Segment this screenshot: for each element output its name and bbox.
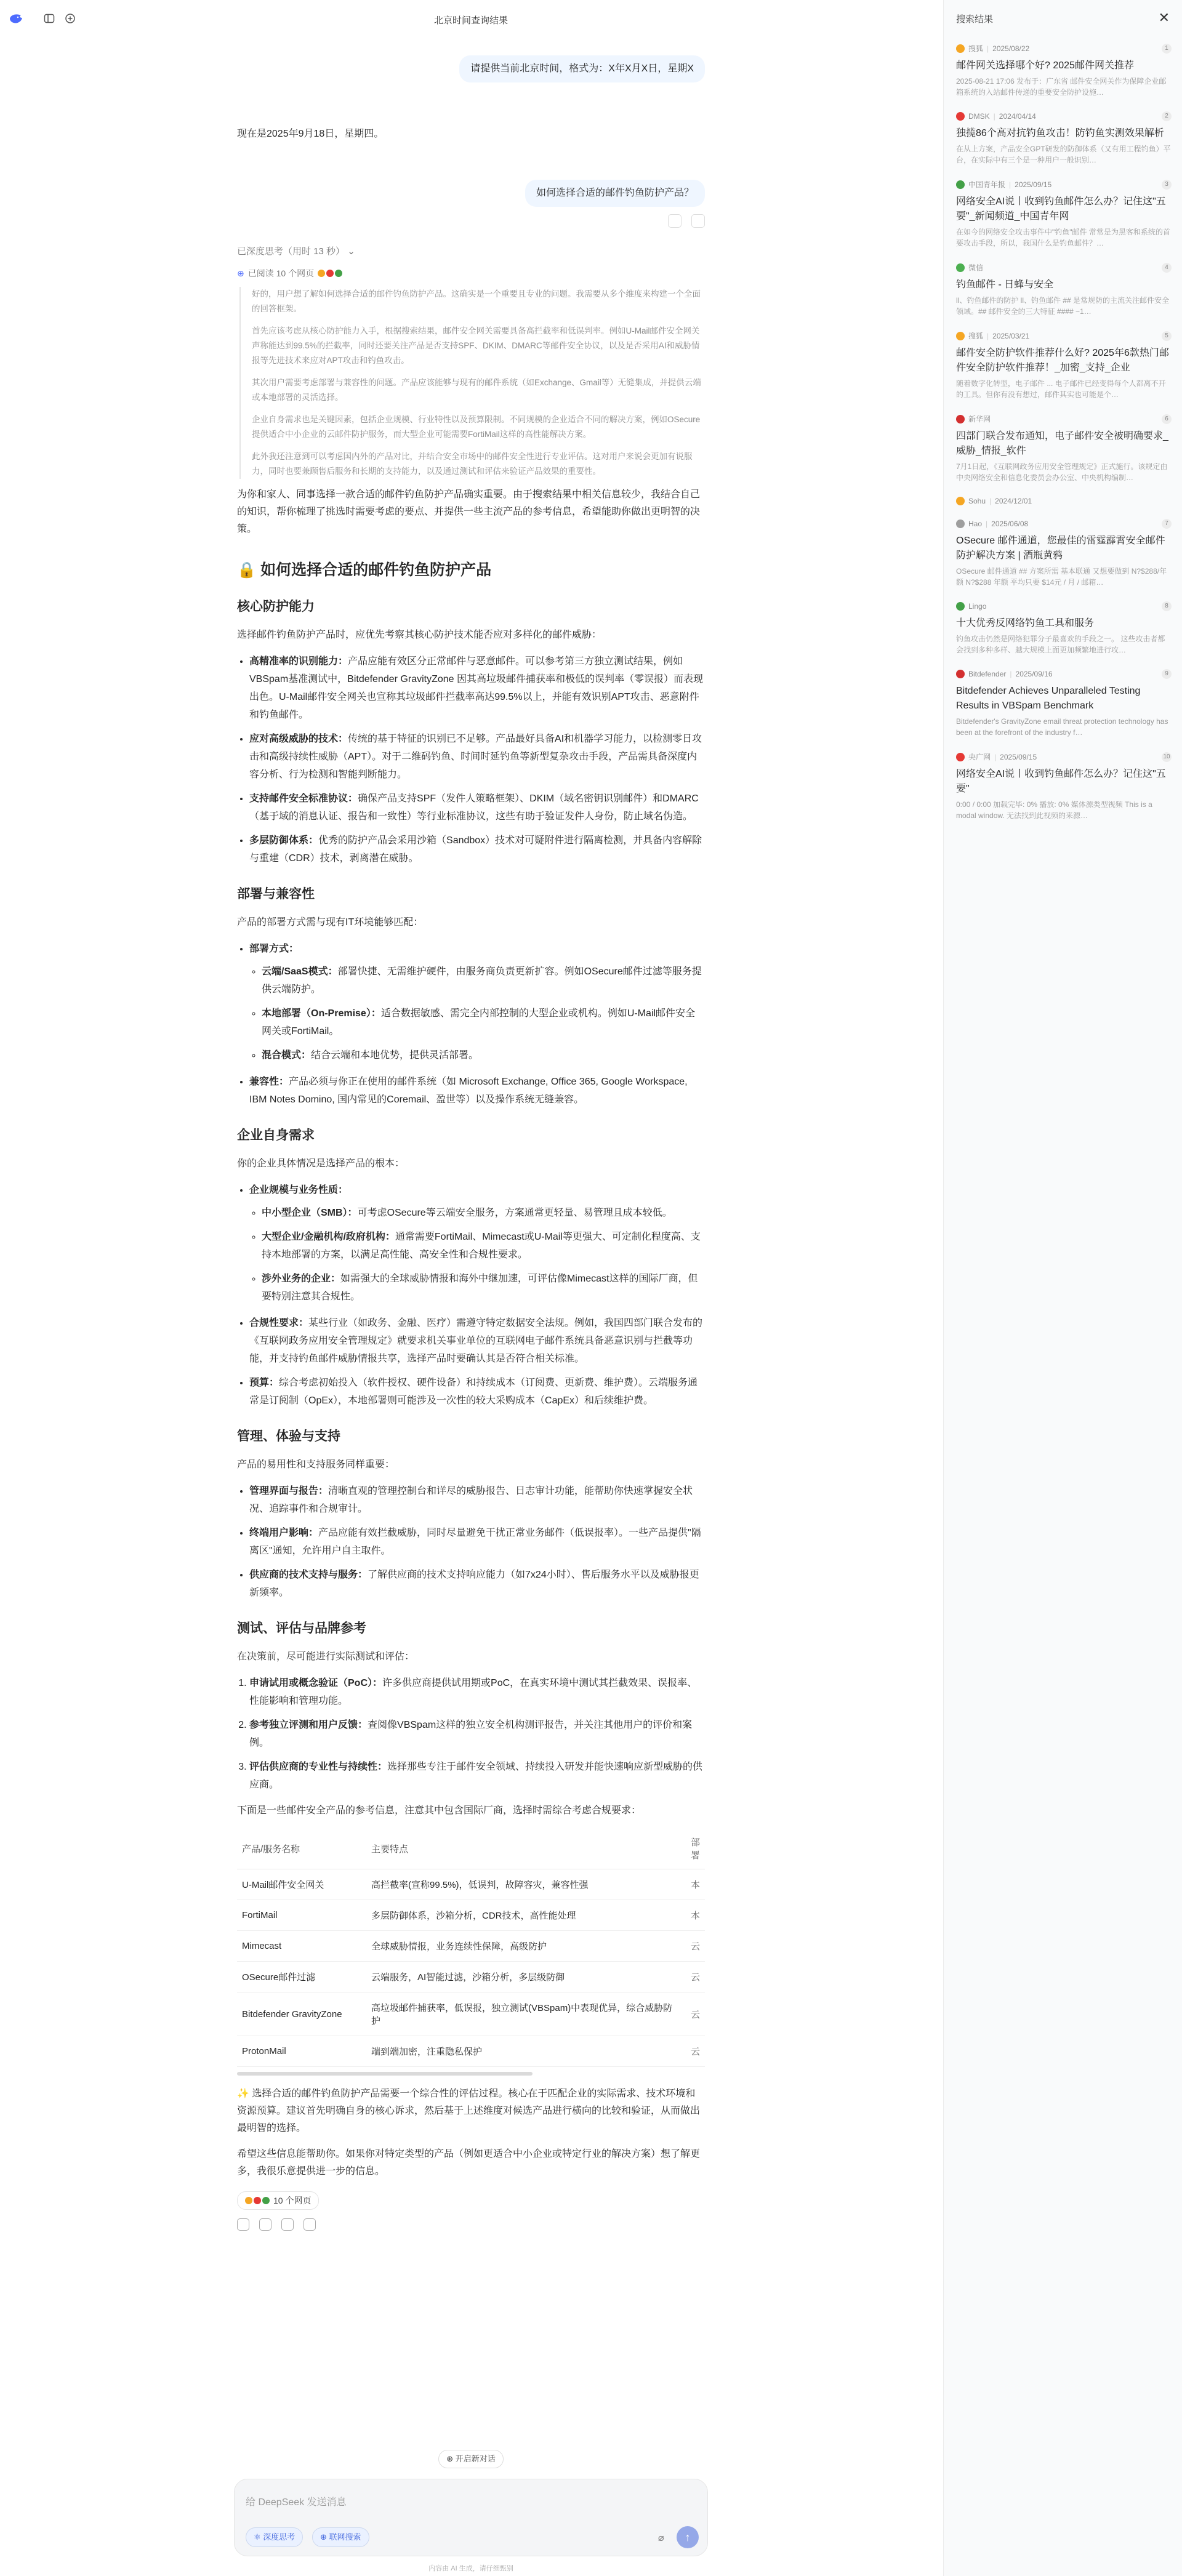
search-results-panel [943, 0, 1182, 2576]
result-date: 2025/09/15 [1000, 752, 1037, 761]
search-note-label: 已阅读 10 个网页 [247, 268, 315, 278]
result-source: DMSK [968, 112, 990, 121]
item-label: 部署方式： [249, 944, 299, 954]
result-index: 10 [1162, 752, 1172, 762]
table-cell: 云 [686, 1962, 705, 1992]
item-text: 清晰直观的管理控制台和详尽的威胁报告、日志审计功能，能帮助你快速掌握安全状况、追踪事件和合规审计。 [249, 1486, 693, 1514]
item-label: 多层防御体系： [249, 835, 319, 846]
list-item [249, 1566, 705, 1602]
item-label: 管理界面与报告： [249, 1486, 329, 1496]
source-favicon [956, 497, 965, 505]
result-title[interactable]: Bitdefender Achieves Unparalleled Testing Results in VBSpam Benchmark [956, 686, 1141, 711]
result-index: 8 [1162, 601, 1172, 611]
section-intro: 选择邮件钓鱼防护产品时，应优先考察其核心防护技术能否应对多样化的邮件威胁： [237, 630, 602, 640]
source-favicons [245, 2197, 270, 2204]
source-favicon [956, 415, 965, 423]
thinking-paragraph: 此外我还注意到可以考虑国内外的产品对比，并结合安全市场中的邮件安全性进行专业评估。这对用户来说会更加有说服力，同时也要兼顾售后服务和长期的支持能力，以及通过测试和评估来验证产品效果的重要性。 [252, 452, 693, 476]
table-cell: 全球威胁情报，业务连续性保障，高级防护 [366, 1931, 686, 1962]
result-date: 2024/12/01 [995, 497, 1032, 505]
result-snippet: OSecure 邮件通道 ## 方案所需 基本联通 又想要做到 N?$288/年额 N?$288 年额 平均只要 $14元 / 月 / 邮箱… [956, 567, 1167, 587]
item-label: 合规性要求： [249, 1318, 309, 1328]
item-text: 产品应能有效区分正常邮件与恶意邮件。可以参考第三方独立测试结果，例如VBSpam基准测试中，Bitdefender GravityZone 因其高垃圾邮件捕获率和极低的误判率（零误报）而表现出色。U-Mail邮件安全网关也宣称其垃圾邮件拦截率高达99.5%以上，并能有效识别APT攻击、恶意附件和钓鱼邮件。 [249, 656, 704, 720]
result-date: 2025/06/08 [991, 520, 1029, 528]
table-cell: 高垃圾邮件捕获率，低误报，独立测试(VBSpam)中表现优异，综合威胁防护 [366, 1992, 686, 2036]
source-favicon [956, 602, 965, 611]
table-row [237, 1869, 705, 1900]
assistant-answer [237, 486, 705, 2231]
table-header: 产品/服务名称 [237, 1828, 366, 1869]
list-item [262, 1046, 705, 1064]
source-favicon [245, 2197, 252, 2204]
item-text: 部署快捷、无需维护硬件，由服务商负责更新扩容。例如OSecure邮件过滤等服务提供云端防护。 [262, 966, 702, 995]
item-label: 预算： [249, 1378, 279, 1388]
list-item [249, 730, 705, 784]
product-table[interactable] [237, 1828, 705, 2067]
item-text: 结合云端和本地优势，提供灵活部署。 [311, 1050, 479, 1061]
result-index: 7 [1162, 519, 1172, 529]
meta-separator: | [989, 497, 992, 505]
list-item [262, 963, 705, 998]
list-item [249, 1716, 705, 1752]
source-favicon [254, 2197, 261, 2204]
result-title[interactable]: 邮件安全防护软件推荐什么好? 2025年6款热门邮件安全防护软件推荐！_加密_支持_企业 [956, 348, 1169, 373]
table-header: 部署 [686, 1828, 705, 1869]
result-date: 2025/03/21 [992, 331, 1030, 340]
item-label: 评估供应商的专业性与持续性： [249, 1762, 388, 1772]
result-index: 6 [1162, 414, 1172, 424]
deep-think-label: 深度思考 [263, 2532, 296, 2542]
source-favicon [956, 112, 965, 121]
sub-list [249, 1204, 705, 1306]
table-row [237, 1900, 705, 1931]
search-result[interactable] [956, 497, 1172, 505]
table-cell: 本 [686, 1869, 705, 1900]
item-label: 混合模式： [262, 1050, 312, 1061]
table-row [237, 2036, 705, 2067]
item-label: 申请试用或概念验证（PoC）： [249, 1678, 383, 1688]
search-results-list [956, 43, 1172, 835]
result-meta [956, 519, 1172, 529]
meta-separator: | [994, 752, 997, 761]
thinking-paragraph: 企业自身需求也是关键因素，包括企业规模、行业特性以及预算限制。不同规模的企业适合不同的解决方案，例如OSecure提供适合中小企业的云邮件防护服务，而大型企业可能需要FortiMail这样的高性能解决方案。 [252, 415, 701, 439]
globe-icon: ⊕ [237, 268, 244, 278]
item-label: 兼容性： [249, 1077, 289, 1087]
list-item [262, 1005, 705, 1040]
source-favicon [326, 270, 334, 277]
list-item [249, 1314, 705, 1368]
result-meta [956, 179, 1172, 190]
sparkle-icon: ✨ [237, 2088, 252, 2099]
section-intro: 你的企业具体情况是选择产品的根本： [237, 1158, 405, 1169]
search-result[interactable] [956, 262, 1172, 317]
result-meta [956, 601, 1172, 611]
table-cell: Mimecast [237, 1931, 366, 1962]
list-item [249, 790, 705, 825]
list-item [249, 1181, 705, 1306]
result-title[interactable]: 邮件网关选择哪个好? 2025邮件网关推荐 [956, 60, 1134, 71]
meta-separator: | [987, 44, 989, 53]
search-note[interactable] [237, 267, 705, 279]
thinking-toggle[interactable] [237, 244, 705, 257]
sub-list [249, 963, 705, 1064]
chevron-down-icon: ⌄ [347, 246, 355, 257]
list-item [249, 1482, 705, 1518]
result-index: 2 [1162, 111, 1172, 121]
result-date: 2025/08/22 [992, 44, 1030, 53]
item-text: 可考虑OSecure等云端安全服务，方案通常更轻量、易管理且成本较低。 [357, 1208, 672, 1218]
meta-separator: | [1009, 180, 1011, 189]
item-text: 优秀的防护产品会采用沙箱（Sandbox）技术对可疑附件进行隔离检测，并具备内容解除与重建（CDR）技术，剥离潜在威胁。 [249, 835, 702, 864]
item-text: 某些行业（如政务、金融、医疗）需遵守特定数据安全法规。例如，我国四部门联合发布的《互联网政务应用安全管理规定》就要求机关事业单位的互联网电子邮件系统具备恶意识别与拦截等功能，并支持钓鱼邮件威胁情报共享，选择产品时要确认其是否符合相关标准。 [249, 1318, 703, 1364]
source-favicon [956, 44, 965, 53]
ai-disclaimer: 内容由 AI 生成，请仔细甄别 [428, 2565, 513, 2572]
result-index: 1 [1162, 44, 1172, 54]
top-bar [0, 0, 942, 39]
search-result[interactable] [956, 519, 1172, 588]
table-cell: 云 [686, 1931, 705, 1962]
answer-actions [237, 2218, 705, 2231]
source-favicons [318, 270, 342, 277]
result-index: 3 [1162, 180, 1172, 190]
meta-separator: | [987, 331, 989, 340]
search-result[interactable] [956, 179, 1172, 249]
user-message-actions [237, 214, 705, 231]
search-result[interactable] [956, 111, 1172, 166]
item-label: 供应商的技术支持与服务： [249, 1570, 368, 1580]
table-cell: FortiMail [237, 1900, 366, 1931]
item-label: 涉外业务的企业： [262, 1274, 341, 1284]
table-cell: OSecure邮件过滤 [237, 1962, 366, 1992]
user-bubble: 请提供当前北京时间，格式为：X年X月X日，星期X [459, 55, 705, 82]
section-intro: 产品的部署方式需与现有IT环境能够匹配： [237, 917, 424, 928]
table-cell: 端到端加密，注重隐私保护 [366, 2036, 686, 2067]
result-date: 2024/04/14 [999, 112, 1036, 121]
new-chat-button[interactable] [438, 2450, 504, 2468]
result-source: 央广网 [968, 753, 991, 761]
list-item [262, 1228, 705, 1264]
bullet-list [237, 1181, 705, 1410]
item-text: 传统的基于特征的识别已不足够。产品最好具备AI和机器学习能力，以检测零日攻击和高级持续性威胁（APT）。对于二维码钓鱼、时间时延钓鱼等新型复杂攻击手段，产品需具备深度内容分析、行为检测和智能判断能力。 [249, 734, 702, 780]
item-text: 许多供应商提供试用期或PoC，在真实环境中测试其拦截效果、误报率、性能影响和管理功能。 [249, 1678, 698, 1706]
search-result[interactable] [956, 601, 1172, 656]
send-button[interactable]: ↑ [677, 2526, 699, 2548]
thinking-paragraph: 好的，用户想了解如何选择合适的邮件钓鱼防护产品。这确实是一个重要且专业的问题。我需要从多个维度来构建一个全面的回答框架。 [252, 289, 701, 313]
thinking-paragraph: 其次用户需要考虑部署与兼容性的问题。产品应该能够与现有的邮件系统（如Exchange、Gmail等）无缝集成，并提供云端或本地部署的灵活选择。 [252, 378, 701, 402]
table-cell: 云 [686, 1992, 705, 2036]
item-label: 支持邮件安全标准协议： [249, 793, 358, 804]
table-row [237, 1992, 705, 2036]
result-date: 2025/09/16 [1015, 670, 1053, 678]
result-source: Bitdefender [968, 670, 1007, 678]
message-composer [234, 2479, 708, 2556]
result-meta [956, 111, 1172, 121]
result-meta [956, 752, 1172, 762]
result-source: 搜狐 [968, 332, 984, 340]
source-favicon [318, 270, 325, 277]
references-pill-label: 10 个网页 [273, 2196, 312, 2205]
copy-icon[interactable] [237, 2218, 249, 2231]
copy-icon[interactable] [668, 214, 681, 228]
assistant-reply: 现在是2025年9月18日，星期四。 [237, 129, 384, 139]
result-meta [956, 43, 1172, 54]
result-index: 9 [1162, 669, 1172, 679]
table-cell: 云端服务，AI智能过滤，沙箱分析，多层级防御 [366, 1962, 686, 1992]
item-label: 云端/SaaS模式： [262, 966, 338, 977]
item-text: 通常需要FortiMail、Mimecast或U-Mail等更强大、可定制化程度高、支持本地部署的方案，以满足高性能、高安全性和合规性要求。 [262, 1232, 701, 1260]
user-message [237, 55, 705, 82]
attachment-icon[interactable]: ⌀ [658, 2533, 664, 2543]
user-bubble: 如何选择合适的邮件钓鱼防护产品？ [525, 180, 705, 207]
source-favicon [956, 520, 965, 528]
result-title[interactable]: 网络安全AI说丨收到钓鱼邮件怎么办？记住这"五要" [956, 769, 1166, 794]
list-item [249, 940, 705, 1064]
globe-icon: ⊕ [320, 2532, 329, 2542]
table-cell: ProtonMail [237, 2036, 366, 2067]
table-cell: U-Mail邮件安全网关 [237, 1869, 366, 1900]
user-message [237, 180, 705, 207]
thumbs-up-icon[interactable] [281, 2218, 294, 2231]
item-text: 产品应能有效拦截威胁，同时尽量避免干扰正常业务邮件（低误报率）。一些产品提供"隔离区"通知，允许用户自主取件。 [249, 1528, 701, 1556]
table-cell: 多层防御体系，沙箱分析，CDR技术，高性能处理 [366, 1900, 686, 1931]
summary-text: 选择合适的邮件钓鱼防护产品需要一个综合性的评估过程。核心在于匹配企业的实际需求、技术环境和资源预算。建议首先明确自身的核心诉求，然后基于上述维度对候选产品进行横向的比较和验证，从而做出最明智的选择。 [237, 2088, 701, 2133]
list-item [249, 1073, 705, 1109]
result-snippet: ll、钓鱼邮件的防护 ll、钓鱼邮件 ## 是常规防的主流关注邮件安全领域。## 邮件安全的三大特征 #### ~1… [956, 296, 1170, 316]
lock-icon: 🔒 [237, 561, 257, 579]
result-snippet: 7月1日起，《互联网政务应用安全管理规定》正式施行。该规定由中央网络安全和信息化委员会办公室、中央机构编制… [956, 462, 1168, 482]
message-input[interactable]: 给 DeepSeek 发送消息 [246, 2497, 347, 2508]
result-snippet: 随着数字化转型，电子邮件 ... 电子邮件已经变得每个人都离不开的工具。但你有没有想过，邮件其实也可能是个… [956, 379, 1166, 399]
item-text: 选择那些专注于邮件安全领域、持续投入研发并能快速响应新型威胁的供应商。 [249, 1762, 703, 1790]
edit-icon[interactable] [691, 214, 705, 228]
table-header-row [237, 1828, 705, 1869]
result-meta [956, 497, 1172, 505]
deep-think-toggle[interactable] [246, 2527, 303, 2547]
result-meta [956, 262, 1172, 273]
section-title: 测试、评估与品牌参考 [237, 1621, 366, 1635]
table-header: 主要特点 [366, 1828, 686, 1869]
result-source: Lingo [968, 602, 987, 611]
source-favicon [956, 180, 965, 189]
table-intro: 下面是一些邮件安全产品的参考信息，注意其中包含国际厂商，选择时需综合考虑合规要求： [237, 1805, 641, 1816]
table-scrollbar[interactable] [237, 2072, 533, 2076]
list-item [262, 1270, 705, 1306]
section-intro: 产品的易用性和支持服务同样重要： [237, 1459, 395, 1470]
bullet-list [237, 940, 705, 1109]
search-result[interactable] [956, 331, 1172, 400]
numbered-list [237, 1674, 705, 1794]
thinking-paragraph: 首先应该考虑从核心防护能力入手，根据搜索结果，邮件安全网关需要具备高拦截率和低误判率。例如U-Mail邮件安全网关声称能达到99.5%的拦截率，同时还要关注产品是否支持SPF、DKIM、DMARC等邮件安全协议，以及是否采用AI和威胁情报等先进技术来应对APT攻击和钓鱼攻击。 [252, 326, 700, 365]
panel-title: 搜索结果 [956, 14, 994, 25]
thumbs-down-icon[interactable] [304, 2218, 316, 2231]
source-favicon [262, 2197, 270, 2204]
result-title[interactable]: 钓鱼邮件 - 日蜂与安全 [956, 279, 1054, 290]
chat-title[interactable]: 北京时间查询结果 [433, 15, 508, 26]
result-snippet: 在如今的网络安全攻击事件中"钓鱼"邮件 常常是为黑客和系统的首要攻击手段，所以，我国什么是钓鱼邮件？… [956, 228, 1170, 247]
answer-heading-text: 如何选择合适的邮件钓鱼防护产品 [260, 561, 492, 579]
item-label: 高精准率的识别能力： [249, 656, 348, 667]
web-search-label: 联网搜索 [329, 2532, 361, 2542]
atom-icon: ⚛ [254, 2532, 263, 2542]
regenerate-icon[interactable] [259, 2218, 271, 2231]
result-snippet: 2025-08-21 17:06 发布于：广东省 邮件安全网关作为保障企业邮箱系统的入站邮件传递的重要安全防护设施… [956, 77, 1167, 97]
answer-summary [237, 2085, 705, 2137]
result-title[interactable]: 网络安全AI说丨收到钓鱼邮件怎么办？记住这"五要"_新闻频道_中国青年网 [956, 196, 1166, 222]
result-title[interactable]: 独揽86个高对抗钓鱼攻击！防钓鱼实测效果解析 [956, 128, 1164, 138]
section-intro: 在决策前，尽可能进行实际测试和评估： [237, 1651, 415, 1662]
result-index: 4 [1162, 263, 1172, 273]
web-search-toggle[interactable] [312, 2527, 369, 2547]
thinking-body [239, 287, 705, 479]
result-snippet: 钓鱼攻击仍然是网络犯罪分子最喜欢的手段之一。 这些攻击者都会找到多种多样、越大规模上面更加频繁地进行攻… [956, 635, 1165, 654]
item-text: 适合数据敏感、需完全内部控制的大型企业或机构。例如U-Mail邮件安全网关或FortiMail。 [262, 1008, 696, 1037]
item-text: 如需强大的全球威胁情报和海外中继加速，可评估像Mimecast这样的国际厂商，但要特别注意其合规性。 [262, 1274, 698, 1302]
item-text: 了解供应商的技术支持响应能力（如7x24小时）、售后服务水平以及威胁报更新频率。 [249, 1570, 699, 1598]
bullet-list [237, 1482, 705, 1602]
section-title: 管理、体验与支持 [237, 1429, 340, 1443]
answer-heading [237, 560, 705, 580]
thinking-toggle-label: 已深度思考（用时 13 秒） [237, 246, 345, 257]
table-cell: 本 [686, 1900, 705, 1931]
source-favicon [956, 263, 965, 272]
source-favicon [956, 332, 965, 340]
source-favicon [956, 670, 965, 678]
table-cell: 云 [686, 2036, 705, 2067]
search-result[interactable] [956, 43, 1172, 98]
source-favicon [956, 753, 965, 761]
section-title: 部署与兼容性 [237, 887, 315, 901]
list-item [249, 652, 705, 724]
new-chat-label: 开启新对话 [455, 2454, 496, 2463]
result-date: 2025/09/15 [1015, 180, 1052, 189]
item-label: 应对高级威胁的技术： [249, 734, 348, 744]
result-snippet: 在从上方案，产品安全GPT研发的防御体系（又有用工程钓鱼）平台，在实际中有三个是一种用户一般识别… [956, 145, 1171, 164]
result-title[interactable]: OSecure 邮件通道，您最佳的雷霆霹霄安全邮件防护解决方案 | 酒瓶黄鸦 [956, 536, 1165, 561]
chat-column [237, 55, 705, 2231]
meta-separator: | [986, 520, 988, 528]
list-item [249, 1374, 705, 1410]
list-item [249, 832, 705, 867]
result-source: Sohu [968, 497, 986, 505]
item-text: 产品必须与你正在使用的邮件系统（如 Microsoft Exchange, Office 365, Google Workspace, IBM Notes Domino, 国内常见的Coremail、盈世等）以及操作系统无缝兼容。 [249, 1077, 688, 1105]
result-source: 微信 [968, 263, 984, 272]
item-label: 参考独立评测和用户反馈： [249, 1720, 368, 1730]
search-result[interactable] [956, 752, 1172, 821]
item-label: 企业规模与业务性质： [249, 1185, 348, 1195]
search-result[interactable] [956, 414, 1172, 483]
item-label: 大型企业/金融机构/政府机构： [262, 1232, 395, 1242]
result-snippet: 0:00 / 0:00 加载完毕: 0% 播放: 0% 媒体源类型视频 This is a modal window. 无法找到此视频的来源… [956, 800, 1152, 820]
result-source: Hao [968, 520, 983, 528]
list-item [249, 1674, 705, 1710]
search-result[interactable] [956, 669, 1172, 738]
answer-intro: 为你和家人、同事选择一款合适的邮件钓鱼防护产品确实重要。由于搜索结果中相关信息较少，我结合自己的知识，帮你梳理了挑选时需要考虑的要点、并提供一些主流产品的参考信息，希望能助你做出更明智的决策。 [237, 489, 701, 534]
section-title: 企业自身需求 [237, 1128, 315, 1142]
table-row [237, 1931, 705, 1962]
item-label: 中小型企业（SMB）： [262, 1208, 358, 1218]
result-title[interactable]: 十大优秀反网络钓鱼工具和服务 [956, 618, 1095, 628]
table-cell: 高拦截率(宣称99.5%)，低误判，故障容灾，兼容性强 [366, 1869, 686, 1900]
result-meta [956, 331, 1172, 341]
result-source: 中国青年报 [968, 180, 1006, 189]
table-cell: Bitdefender GravityZone [237, 1992, 366, 2036]
result-meta [956, 669, 1172, 679]
result-index: 5 [1162, 331, 1172, 341]
close-icon[interactable]: ✕ [1158, 10, 1170, 25]
item-text: 查阅像VBSpam这样的独立安全机构测评报告，并关注其他用户的评价和案例。 [249, 1720, 693, 1748]
result-source: 搜狐 [968, 44, 984, 53]
new-chat-icon: ⊕ [446, 2454, 456, 2463]
item-label: 本地部署（On-Premise）： [262, 1008, 381, 1019]
section-title: 核心防护能力 [237, 600, 315, 614]
item-label: 终端用户影响： [249, 1528, 319, 1538]
table-row [237, 1962, 705, 1992]
answer-closing: 希望这些信息能帮助你。如果你对特定类型的产品（例如更适合中小企业或特定行业的解决方案）想了解更多，我很乐意提供进一步的信息。 [237, 2149, 701, 2177]
bullet-list [237, 652, 705, 867]
result-meta [956, 414, 1172, 424]
list-item [249, 1758, 705, 1794]
list-item [249, 1524, 705, 1560]
meta-separator: | [993, 112, 995, 121]
meta-separator: | [1010, 670, 1012, 678]
result-snippet: Bitdefender's GravityZone email threat protection technology has been at the forefront of the industry f… [956, 717, 1168, 737]
list-item [262, 1204, 705, 1222]
result-source: 新华网 [968, 415, 991, 423]
source-favicon [335, 270, 342, 277]
item-text: 综合考虑初始投入（软件授权、硬件设备）和持续成本（订阅费、更新费、维护费）。云端服务通常是订阅制（OpEx），本地部署则可能涉及一次性的较大采购成本（CapEx）和后续维护费。 [249, 1378, 698, 1406]
references-pill[interactable] [237, 2191, 319, 2210]
result-title[interactable]: 四部门联合发布通知，电子邮件安全被明确要求_威胁_情报_软件 [956, 431, 1168, 456]
item-text: 确保产品支持SPF（发件人策略框架）、DKIM（域名密钥识别邮件）和DMARC（基于域的消息认证、报告和一致性）等行业标准协议，这些有助于验证发件人身份，防止域名伪造。 [249, 793, 699, 822]
